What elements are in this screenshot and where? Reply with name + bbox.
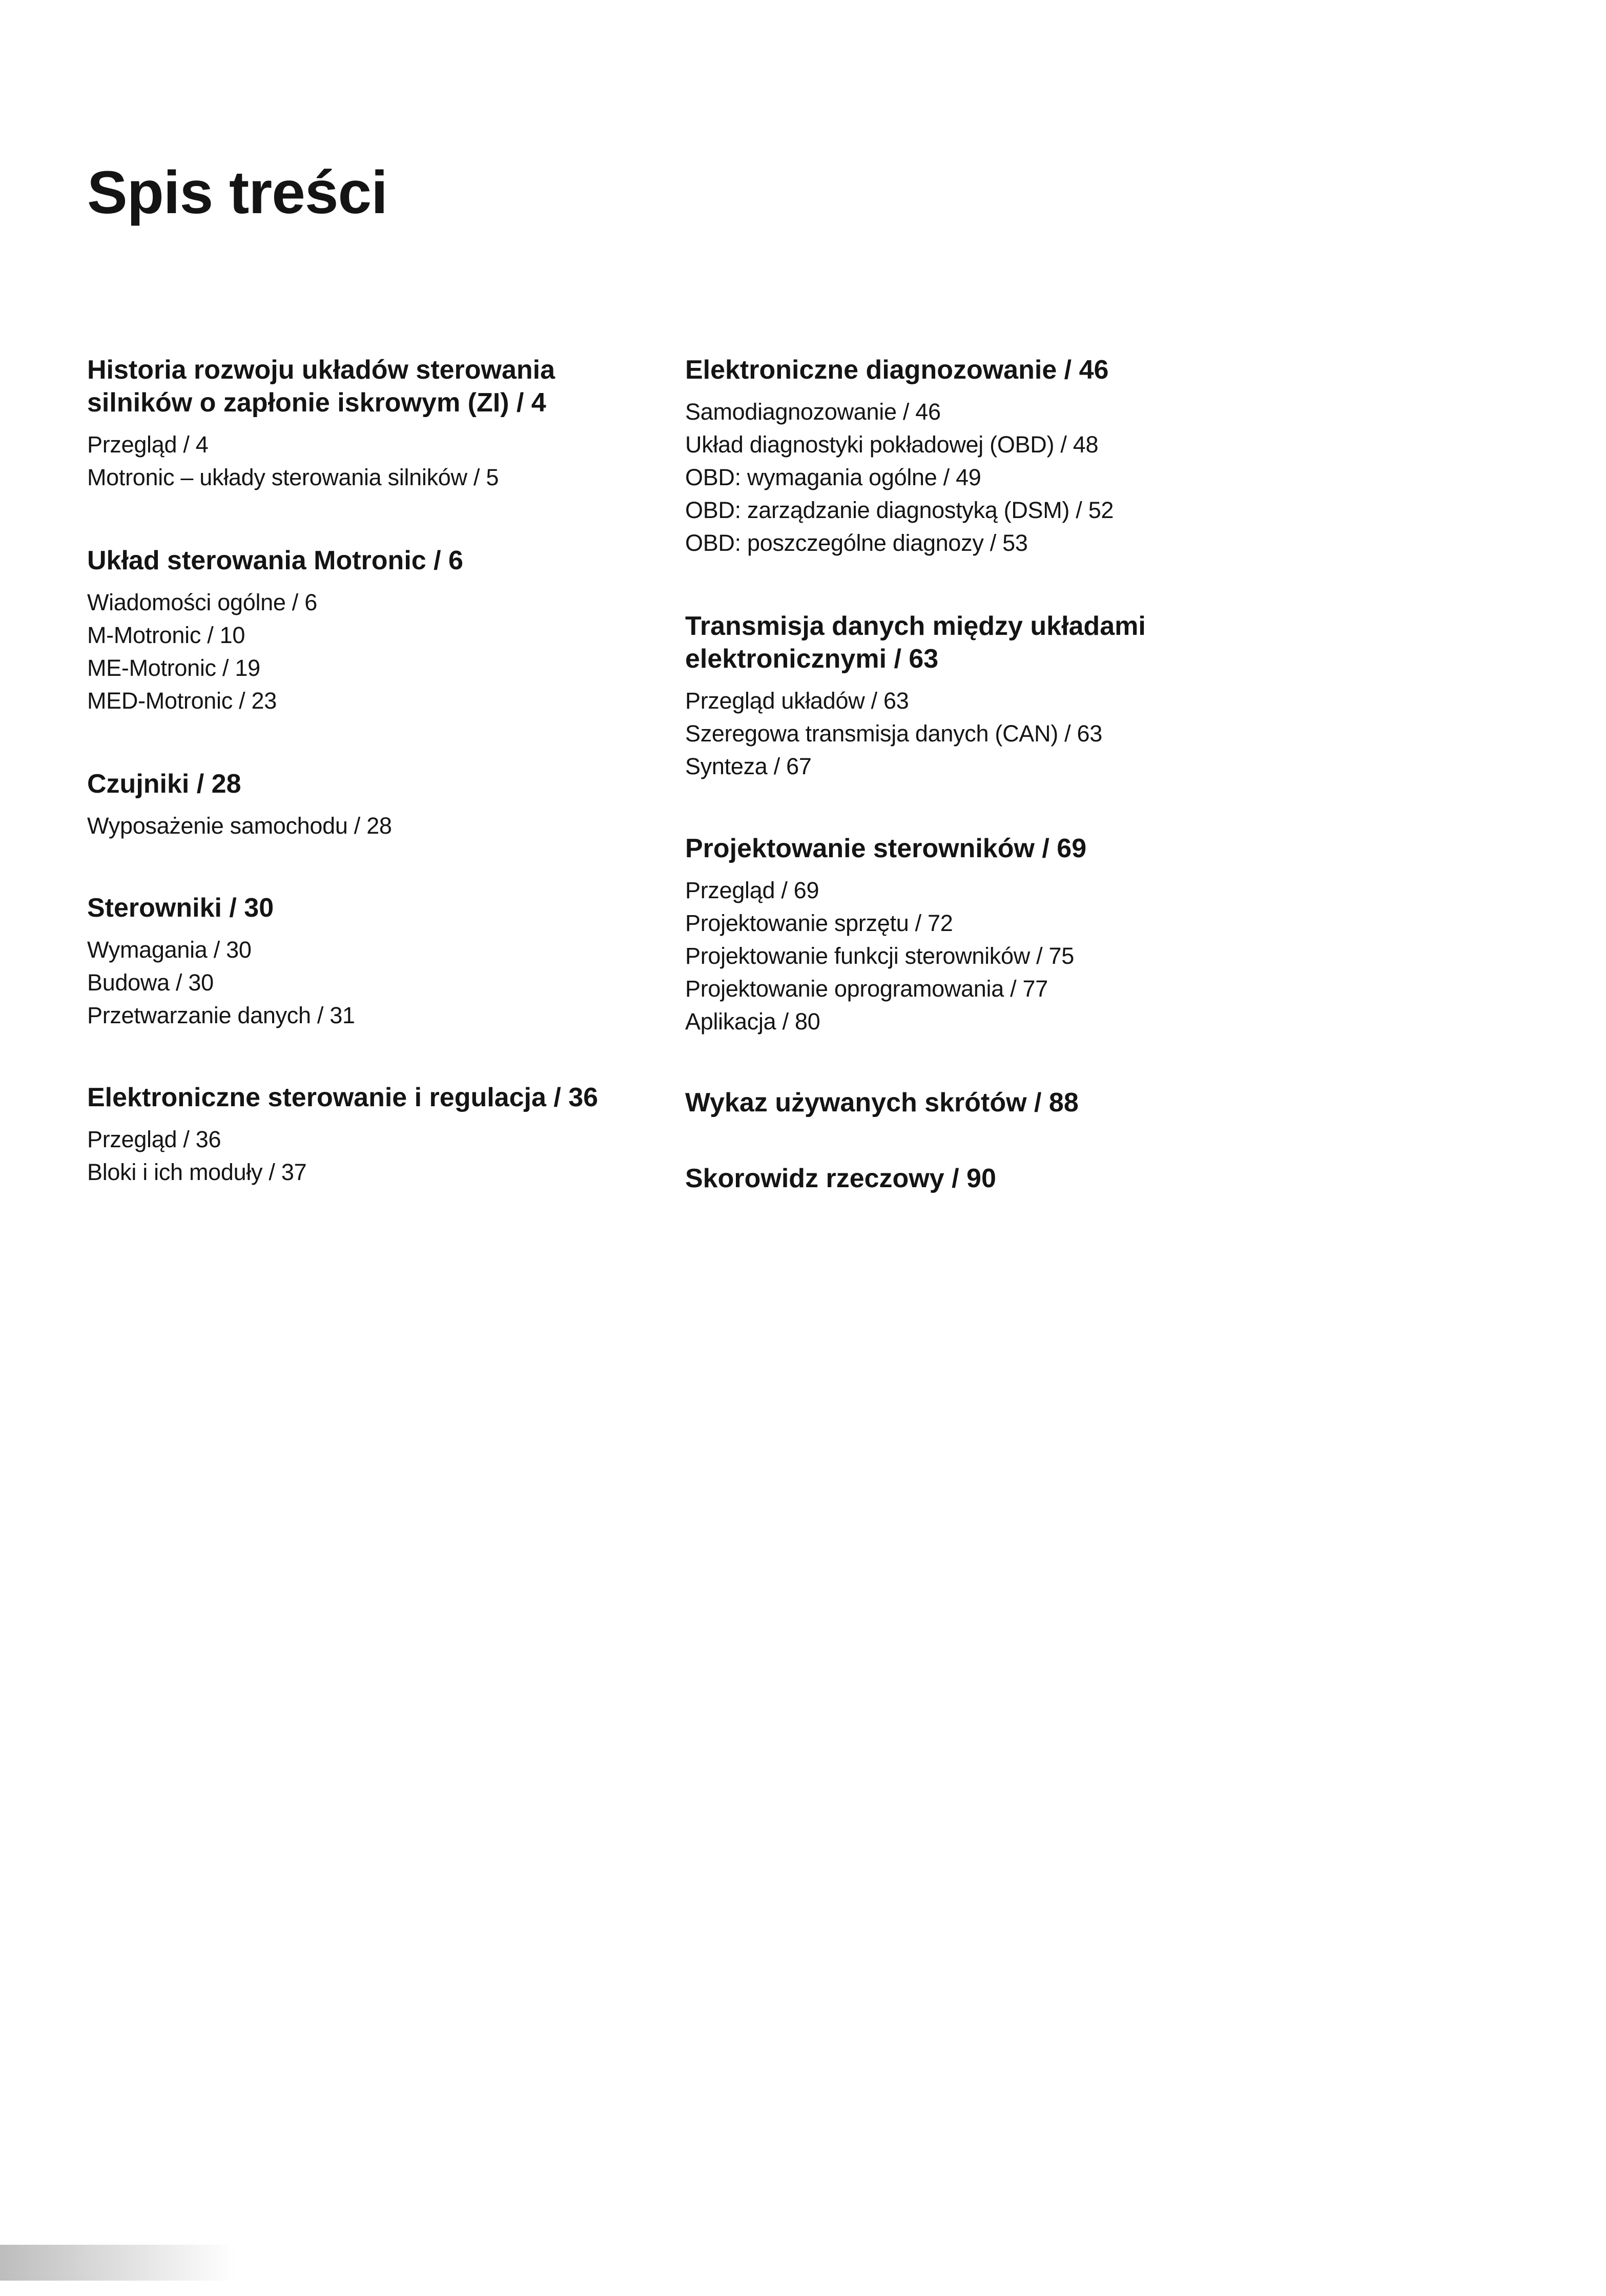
toc-item[interactable]: Motronic – układy sterowania silników / 5 [87,464,499,490]
toc-item[interactable]: Synteza / 67 [685,753,812,779]
toc-section [685,354,1274,560]
toc-section [87,544,651,717]
toc-section [87,892,651,1032]
toc-section [685,610,1274,783]
toc-item[interactable]: ME-Motronic / 19 [87,655,260,681]
toc-item[interactable]: Przegląd układów / 63 [685,688,909,714]
toc-section-heading[interactable]: Projektowanie sterowników / 69 [685,834,1087,863]
toc-section [685,1162,1274,1195]
toc-section-heading[interactable]: Skorowidz rzeczowy / 90 [685,1164,996,1193]
toc-section-heading[interactable]: Wykaz używanych skrótów / 88 [685,1088,1079,1118]
toc-item[interactable]: OBD: zarządzanie diagnostyką (DSM) / 52 [685,497,1114,523]
toc-item[interactable]: Projektowanie oprogramowania / 77 [685,976,1048,1002]
toc-section-heading[interactable]: Elektroniczne diagnozowanie / 46 [685,355,1109,385]
toc-item[interactable]: Samodiagnozowanie / 46 [685,399,941,425]
toc-item[interactable]: Aplikacja / 80 [685,1008,820,1035]
toc-item[interactable]: Układ diagnostyki pokładowej (OBD) / 48 [685,431,1099,458]
page-title: Spis treści [87,159,387,226]
toc-item-list [685,396,1274,560]
toc-section [685,1086,1274,1119]
toc-item[interactable]: M-Motronic / 10 [87,622,245,648]
toc-item[interactable]: MED-Motronic / 23 [87,688,277,714]
scan-edge-shading [0,2245,236,2281]
toc-item-list [87,586,651,717]
toc-item[interactable]: Projektowanie funkcji sterowników / 75 [685,943,1074,969]
toc-item-list [87,1123,651,1189]
toc-item[interactable]: OBD: poszczególne diagnozy / 53 [685,530,1028,556]
toc-item[interactable]: Przetwarzanie danych / 31 [87,1002,355,1028]
toc-section-heading[interactable]: Czujniki / 28 [87,769,241,799]
toc-section [87,1081,651,1189]
toc-section [685,832,1274,1038]
toc-item-list [87,810,651,842]
toc-item[interactable]: OBD: wymagania ogólne / 49 [685,464,981,490]
toc-item-list [685,685,1274,783]
toc-item[interactable]: Bloki i ich moduły / 37 [87,1159,307,1185]
toc-item[interactable]: Wymagania / 30 [87,937,252,963]
toc-item[interactable]: Projektowanie sprzętu / 72 [685,910,953,936]
toc-item[interactable]: Przegląd / 69 [685,877,819,903]
toc-section-heading[interactable]: Układ sterowania Motronic / 6 [87,546,463,575]
toc-item[interactable]: Przegląd / 4 [87,431,209,458]
toc-section-heading[interactable]: Sterowniki / 30 [87,893,274,923]
toc-section [87,768,651,842]
toc-item-list [87,428,651,494]
toc-section-heading[interactable]: Transmisja danych między układami elektronicznymi / 63 [685,611,1146,674]
toc-item[interactable]: Szeregowa transmisja danych (CAN) / 63 [685,720,1102,747]
toc-section-heading[interactable]: Historia rozwoju układów sterowania silników o zapłonie iskrowym (ZI) / 4 [87,355,555,418]
toc-item[interactable]: Wyposażenie samochodu / 28 [87,813,392,839]
toc-section-heading[interactable]: Elektroniczne sterowanie i regulacja / 36 [87,1083,599,1112]
toc-item-list [685,874,1274,1038]
toc-item[interactable]: Budowa / 30 [87,969,214,996]
toc-item[interactable]: Przegląd / 36 [87,1126,221,1152]
toc-section [87,354,651,494]
toc-item-list [87,934,651,1032]
toc-item[interactable]: Wiadomości ogólne / 6 [87,589,317,615]
